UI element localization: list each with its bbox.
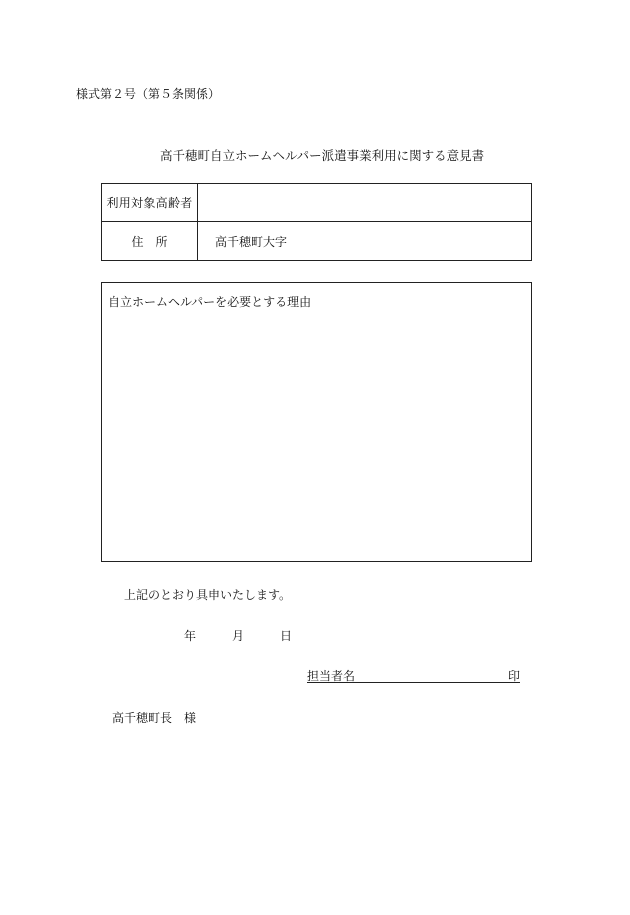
elderly-label: 利用対象高齢者 bbox=[102, 184, 198, 221]
elderly-value-field[interactable] bbox=[198, 184, 531, 221]
table-row-address bbox=[102, 222, 531, 260]
table-row-elderly bbox=[102, 184, 531, 222]
reason-box[interactable] bbox=[101, 282, 532, 562]
document-title: 高千穂町自立ホームヘルパー派遣事業利用に関する意見書 bbox=[160, 148, 485, 163]
signer-label: 担当者名 bbox=[307, 669, 356, 683]
address-value-field[interactable]: 高千穂町大字 bbox=[215, 234, 288, 249]
addressee: 高千穂町長 様 bbox=[112, 711, 197, 725]
date-day-label: 日 bbox=[280, 629, 293, 643]
statement-text: 上記のとおり具申いたします。 bbox=[124, 588, 292, 602]
date-year-label: 年 bbox=[184, 629, 197, 643]
form-number: 様式第２号（第５条関係） bbox=[76, 87, 221, 101]
seal-label: 印 bbox=[507, 669, 520, 683]
info-table bbox=[101, 183, 532, 261]
address-label: 住 所 bbox=[102, 222, 198, 260]
date-month-label: 月 bbox=[232, 629, 245, 643]
reason-label: 自立ホームヘルパーを必要とする理由 bbox=[108, 295, 312, 309]
signature-line[interactable] bbox=[307, 667, 520, 683]
